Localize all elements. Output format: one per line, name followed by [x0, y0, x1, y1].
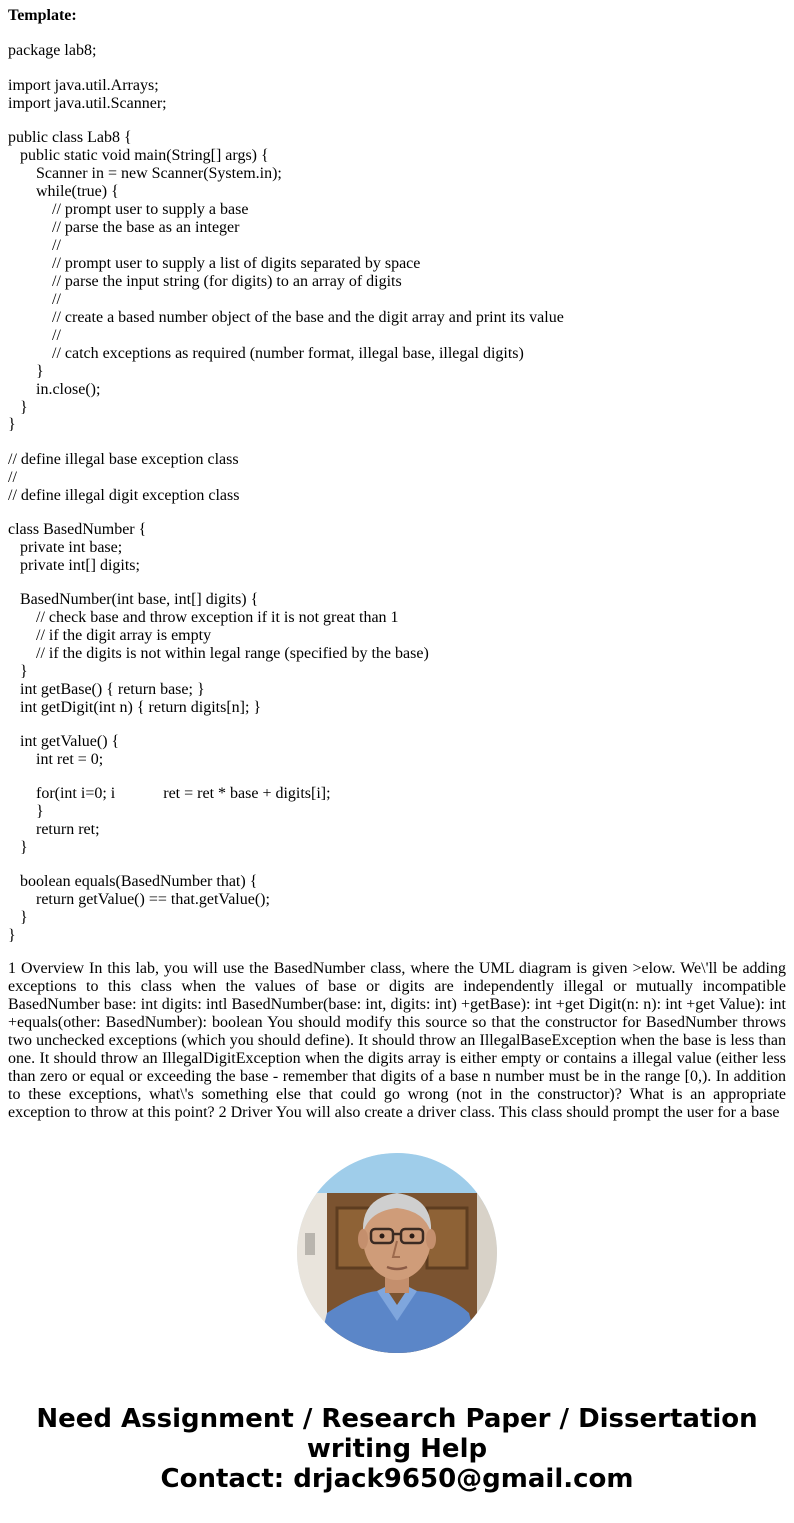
code-line: // — [8, 237, 61, 254]
code-line: } — [8, 909, 28, 926]
code-line: // check base and throw exception if it is not great than 1 — [8, 609, 399, 626]
promo-line-1: Need Assignment / Research Paper / Dissertation — [36, 1404, 758, 1434]
code-line: class BasedNumber { — [8, 521, 147, 538]
code-line: } — [8, 399, 28, 416]
code-line: Scanner in = new Scanner(System.in); — [8, 165, 282, 182]
code-line: // if the digit array is empty — [8, 627, 212, 644]
code-line: int getBase() { return base; } — [8, 681, 205, 698]
code-line: int getDigit(int n) { return digits[n]; } — [8, 699, 262, 716]
code-line: int getValue() { — [8, 733, 120, 750]
overview-paragraph: 1 Overview In this lab, you will use the BasedNumber class, where the UML diagram is given >elow. We\'ll be adding exceptions to this class when the values of base or digits are independently illegal or mutually incompatible BasedNumber base: int digits: intl BasedNumber(base: int, digits: int) +getBase): int +get Digit(n: n): int +get Value): int +equals(other: BasedNumber): boolean You should modify this source so that the constructor for BasedNumber throws two unchecked exceptions (which you should define). It should throw an IllegalBaseException when the base is less than one. It should throw an IllegalDigitException when the digits array is either empty or contains a illegal value (either less than zero or equal or exceeding the base - remember that digits of a base n number must be in the range [0,). In addition to these exceptions, what\'s something else that could go wrong (not in the constructor)? What is an appropriate exception to throw at this point? 2 Driver You will also create a driver class. This class should prompt the user for a base — [8, 960, 786, 1121]
code-line: public static void main(String[] args) { — [8, 147, 269, 164]
promo-banner — [0, 1404, 794, 1494]
code-line: boolean equals(BasedNumber that) { — [8, 873, 258, 890]
code-line: import java.util.Scanner; — [8, 95, 167, 112]
promo-line-2: writing Help — [306, 1434, 488, 1464]
code-line: // if the digits is not within legal range (specified by the base) — [8, 645, 429, 662]
code-line: for(int i=0; i ret = ret * base + digits[i]; — [8, 785, 331, 802]
code-line: return ret; — [8, 821, 100, 838]
code-line: int ret = 0; — [8, 751, 104, 768]
code-line: // define illegal base exception class — [8, 451, 239, 468]
code-line: in.close(); — [8, 381, 101, 398]
code-line: // parse the input string (for digits) to an array of digits — [8, 273, 402, 290]
code-line: } — [8, 363, 44, 380]
code-line: while(true) { — [8, 183, 119, 200]
code-line: } — [8, 663, 28, 680]
code-line: BasedNumber(int base, int[] digits) { — [8, 591, 259, 608]
code-line: // catch exceptions as required (number format, illegal base, illegal digits) — [8, 345, 524, 362]
code-line: } — [8, 839, 28, 856]
code-line: // parse the base as an integer — [8, 219, 240, 236]
code-line: } — [8, 927, 16, 944]
code-line: // — [8, 291, 61, 308]
code-line: private int base; — [8, 539, 123, 556]
code-line: // define illegal digit exception class — [8, 487, 240, 504]
author-photo — [297, 1153, 497, 1353]
code-line: // — [8, 469, 17, 486]
code-line: public class Lab8 { — [8, 129, 132, 146]
code-line: return getValue() == that.getValue(); — [8, 891, 270, 908]
code-line: // — [8, 327, 61, 344]
code-line: import java.util.Arrays; — [8, 77, 159, 94]
code-line: // prompt user to supply a base — [8, 201, 249, 218]
template-heading: Template: — [8, 7, 77, 24]
code-line: // prompt user to supply a list of digits separated by space — [8, 255, 421, 272]
code-line: } — [8, 416, 16, 433]
code-line: } — [8, 803, 44, 820]
code-line: private int[] digits; — [8, 557, 140, 574]
code-line: // create a based number object of the base and the digit array and print its value — [8, 309, 564, 326]
promo-contact: Contact: drjack9650@gmail.com — [160, 1464, 634, 1494]
code-line: package lab8; — [8, 42, 97, 59]
